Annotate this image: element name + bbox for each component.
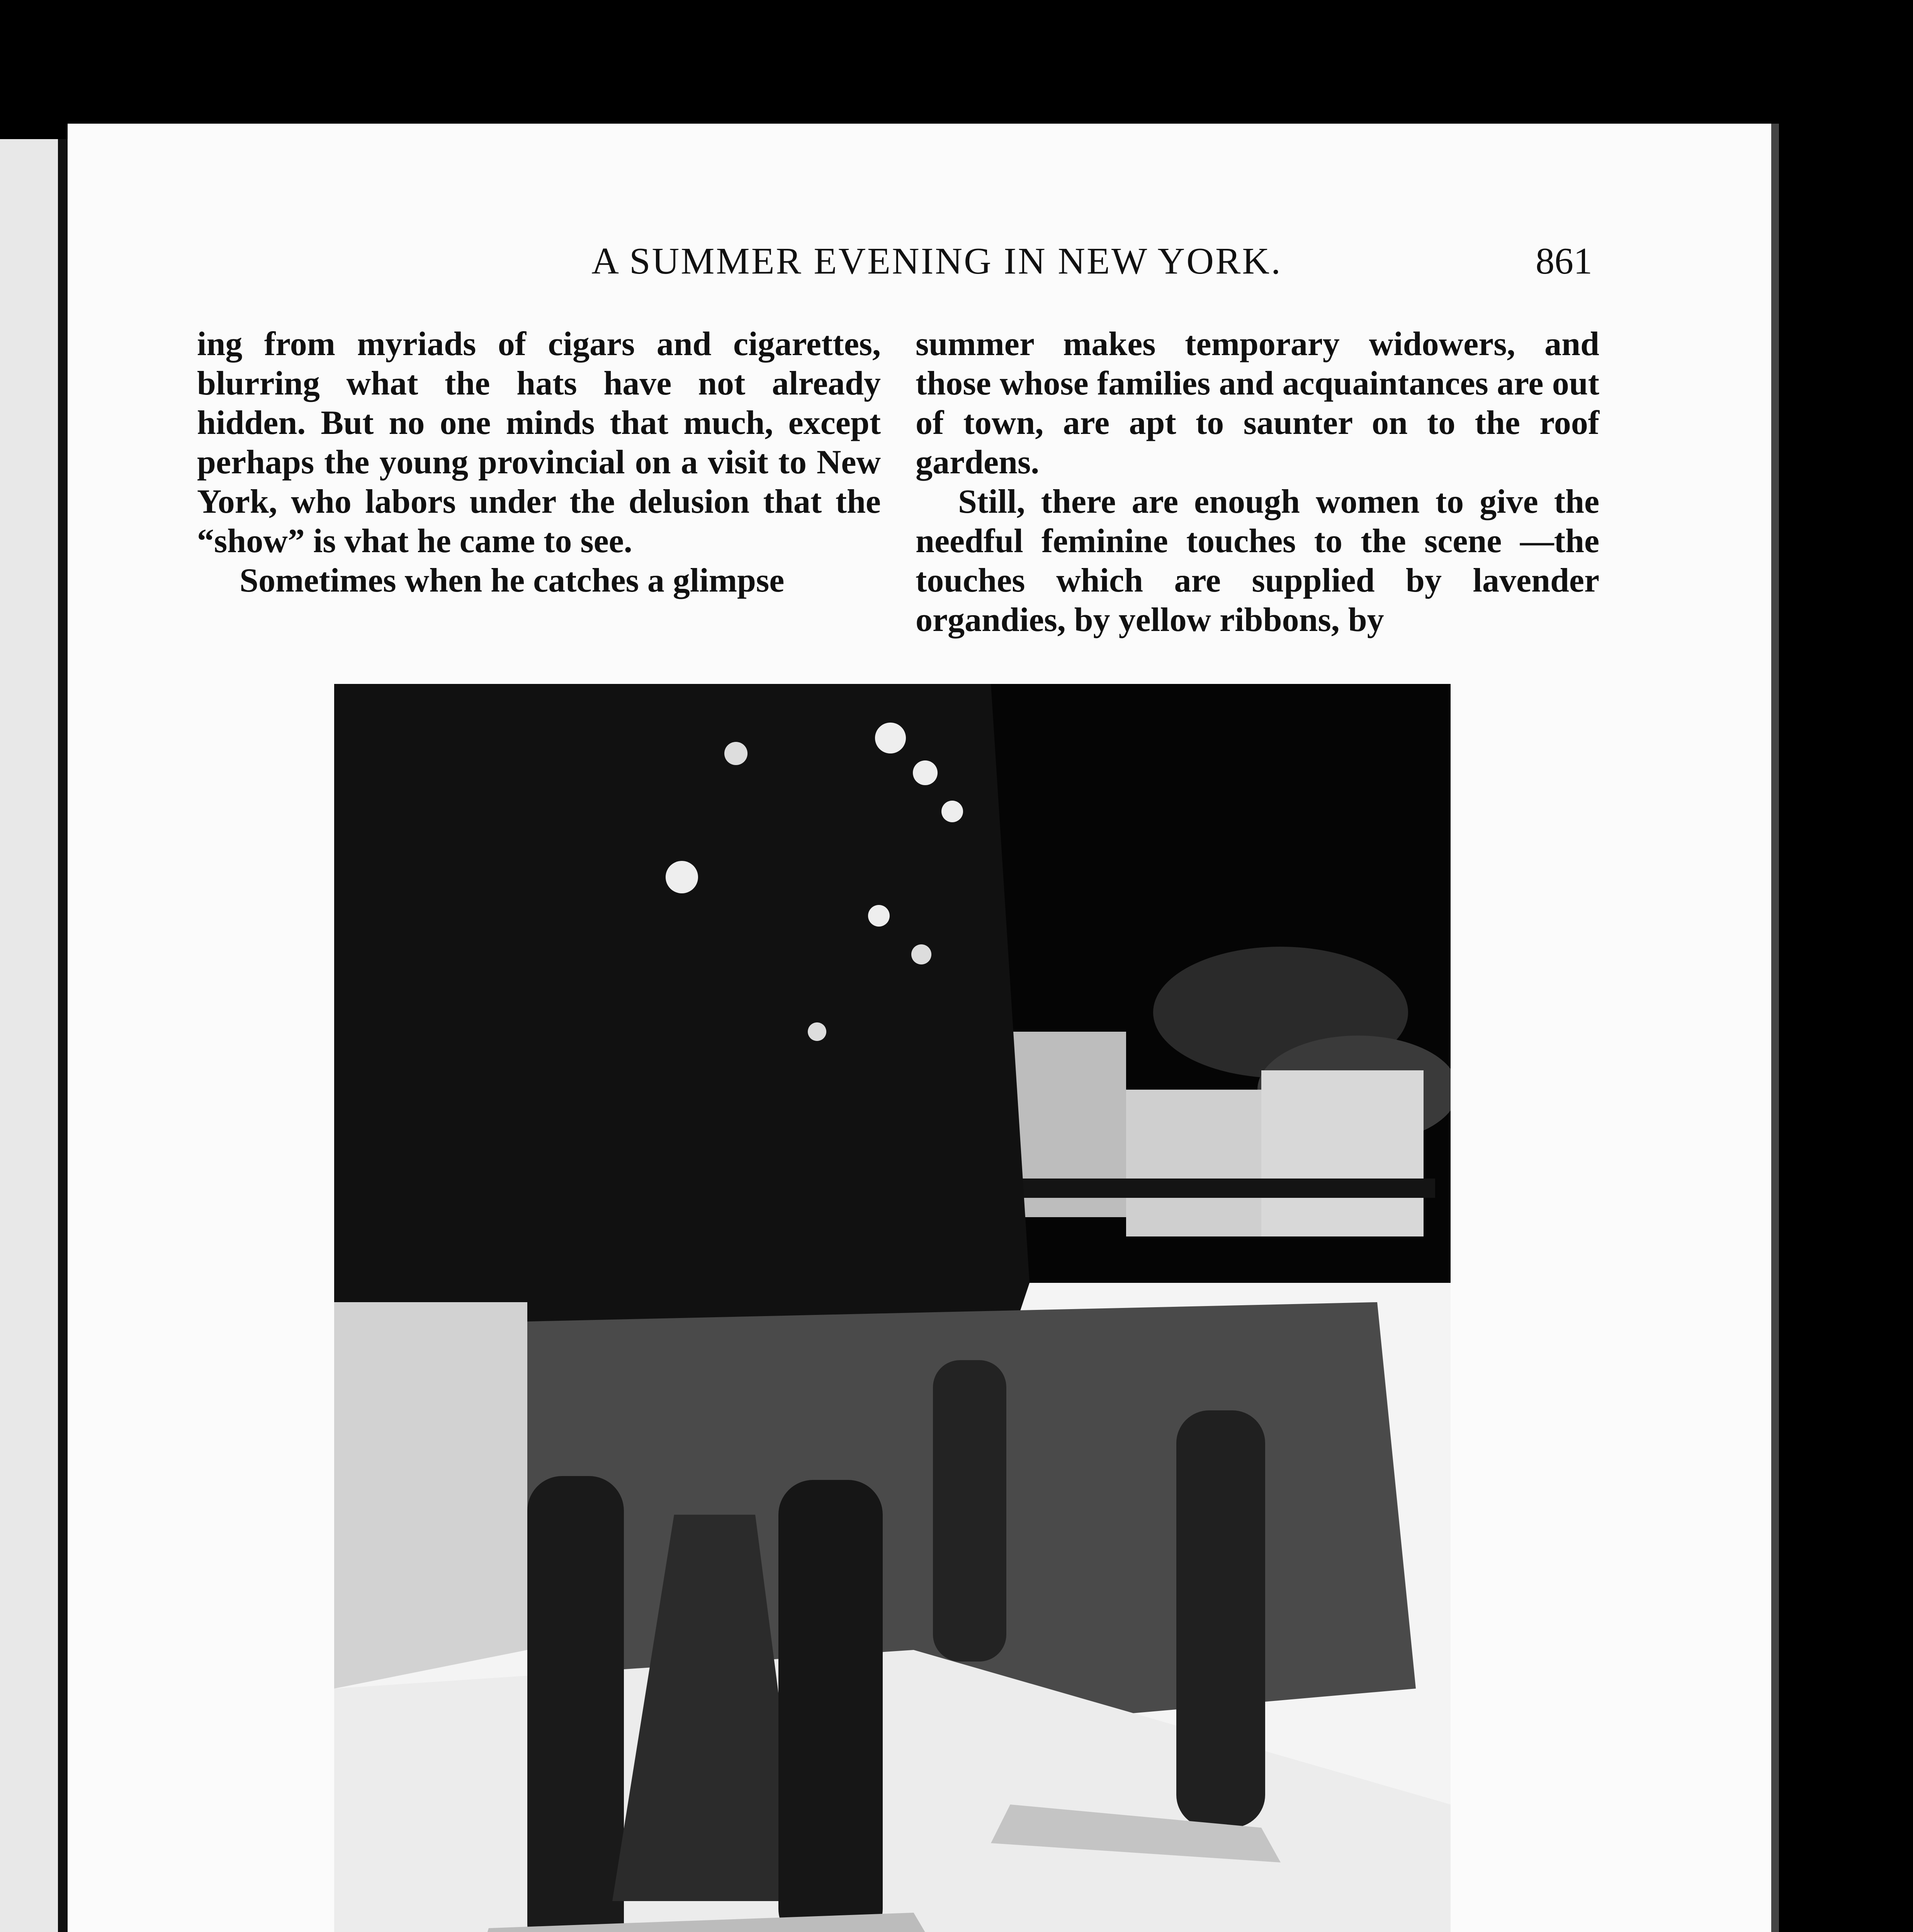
book-page [68,124,1771,1932]
paragraph: Still, there are enough women to give the needful feminine touches to the scene —the touches which are supplied by lavender organdies, by yellow ribbons, by [916,483,1599,639]
running-title: A SUMMER EVENING IN NEW YORK. [591,240,1282,282]
facing-page-edge [0,139,58,1932]
paragraph: ing from myriads of cigars and cigarettes, blurring what the hats have not already hidden. But no one minds that much, except perhaps the young provincial on a visit to New York, who labors under the delusion that the “show” is vhat he came to see. [197,325,881,560]
paragraph: Sometimes when he catches a glimpse [240,562,785,599]
chinatown-street-illustration [334,684,1451,1932]
page-right-edge [1771,124,1779,1932]
illustration-drawing [334,684,1451,1932]
paragraph: summer makes temporary widowers, and those whose families and acquaintances are out of town, are apt to saunter on to the roof gardens. [916,325,1599,481]
page-number: 861 [1536,240,1592,282]
text-column-top-right [916,325,1599,640]
text-column-top-left [197,325,881,600]
